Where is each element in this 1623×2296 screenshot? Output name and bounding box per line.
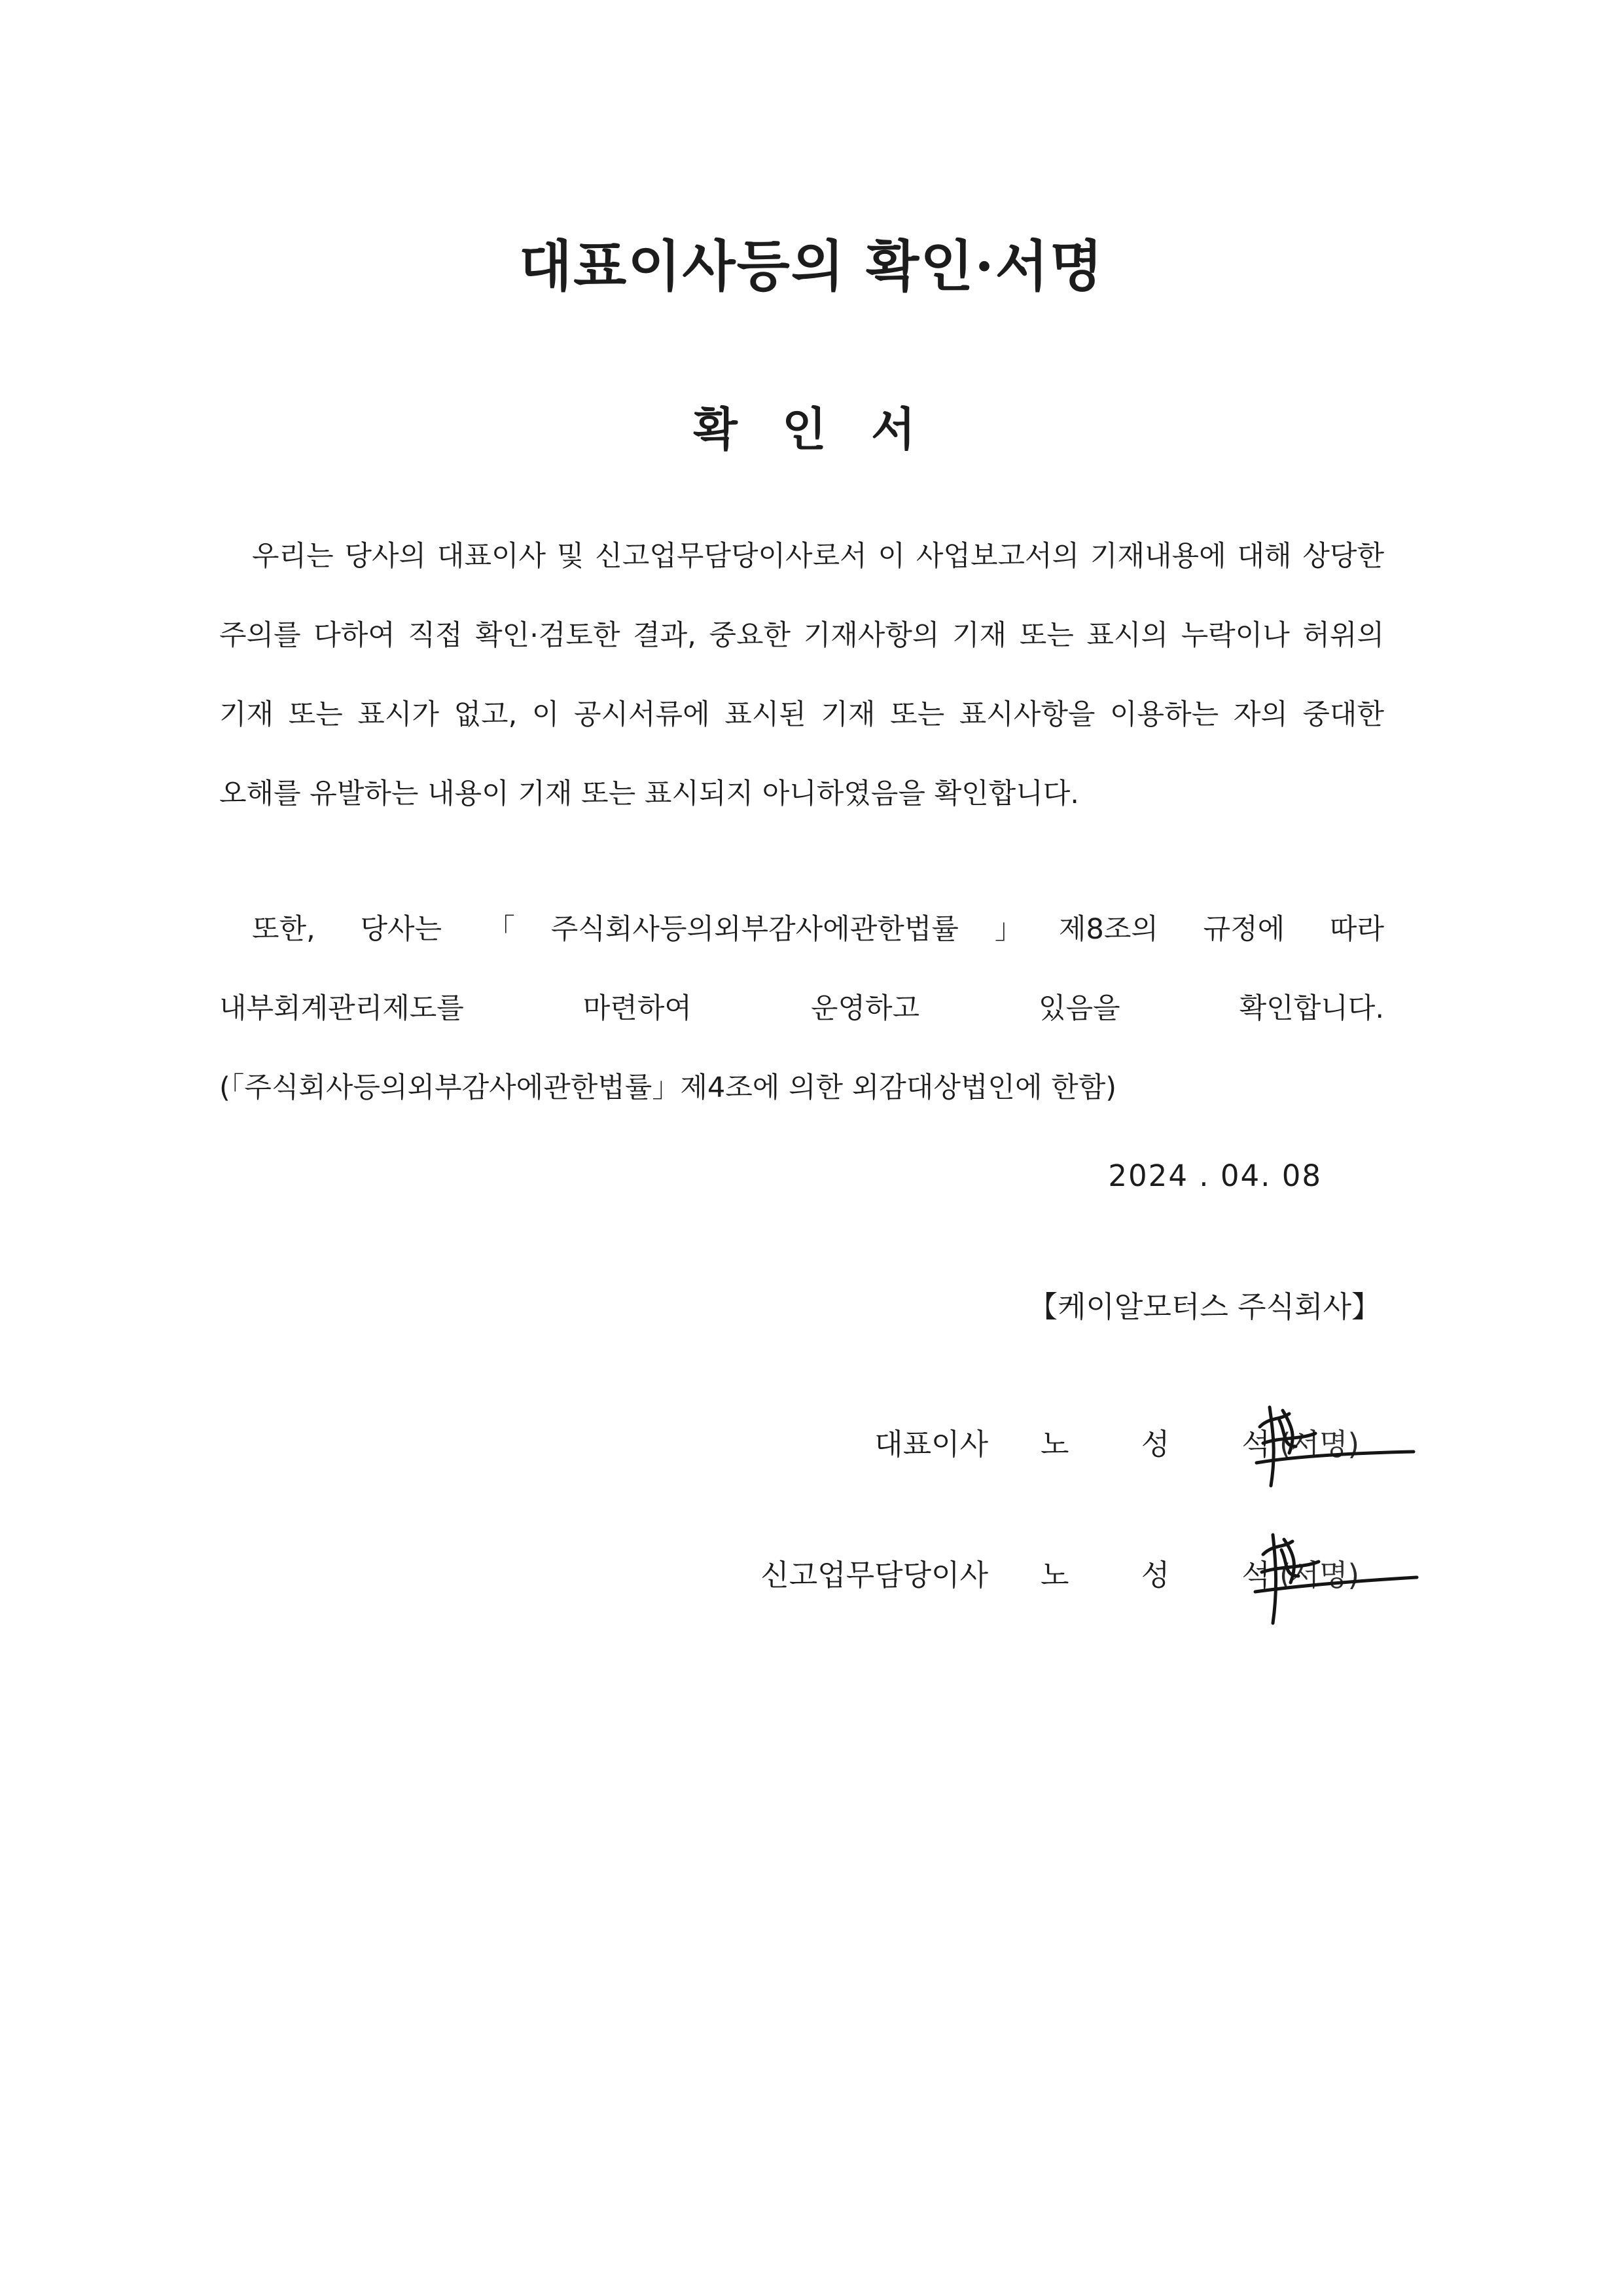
signature-mark-label: (서명) — [1279, 1427, 1360, 1462]
signature-row-ceo — [0, 1420, 1623, 1473]
handwritten-signature — [1243, 1381, 1440, 1512]
signatory-role: 대표이사 — [874, 1427, 988, 1462]
signatory-role: 신고업무담당이사 — [760, 1558, 988, 1592]
handwritten-signature — [1243, 1512, 1440, 1643]
document-subtitle: 확 인 서 — [693, 402, 930, 456]
internal-control-paragraph: 또한, 당사는 「주식회사등의외부감사에관한법률」제8조의 규정에 따라 내부회계관리제도를 마련하여 운영하고 있음을 확인합니다.(「주식회사등의외부감사에관한법률」제4조에 의한 외감대상법인에 한함) — [219, 913, 1384, 1104]
document-title: 대표이사등의 확인·서명 — [519, 234, 1104, 298]
company-name: 【케이알모터스 주식회사】 — [1027, 1289, 1381, 1324]
signatory-name: 노 성 석 — [1041, 1427, 1302, 1462]
document-date: 2024 . 04. 08 — [1108, 1158, 1322, 1193]
confirmation-paragraph: 우리는 당사의 대표이사 및 신고업무담당이사로서 이 사업보고서의 기재내용에 대해 상당한 주의를 다하여 직접 확인·검토한 결과, 중요한 기재사항의 기재 또는 표시의 누락이나 허위의 기재 또는 표시가 없고, 이 공시서류에 표시된 기재 또는 표시사항을 이용하는 자의 중대한 오해를 유발하는 내용이 기재 또는 표시되지 아니하였음을 확인합니다. — [219, 540, 1384, 810]
signature-row-disclosure-officer — [0, 1551, 1623, 1604]
signature-mark-label: (서명) — [1279, 1558, 1360, 1592]
signatory-name: 노 성 석 — [1041, 1558, 1302, 1592]
